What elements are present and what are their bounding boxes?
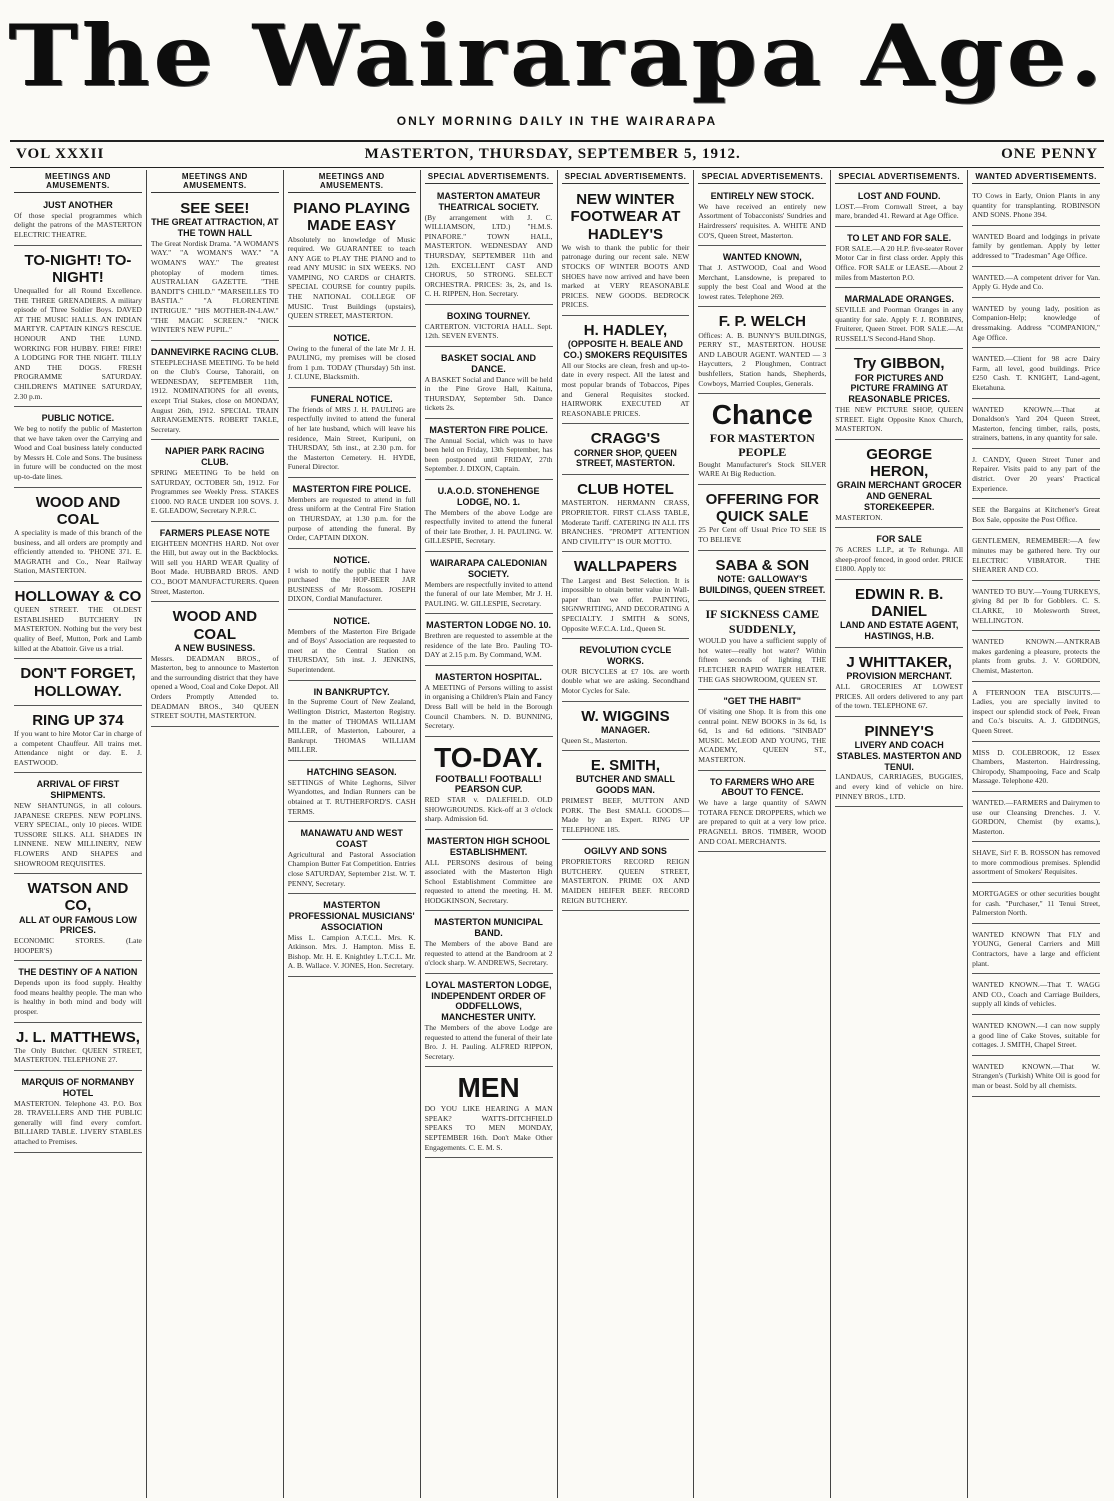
advertisement (288, 197, 416, 327)
ad-body-text: Depends upon its food supply. Healthy food means healthy people. The man who is healthy in both mind and body will prosper. (14, 978, 142, 1016)
ad-body-text: WOULD you have a sufficient supply of hot water—really hot water? Within fifteen seconds of lighting THE FLETCHER RAPID WATER HEATER. THE GAS SHOWROOM, QUEEN ST. (698, 636, 827, 684)
column-heading: SPECIAL ADVERTISEMENTS. (698, 170, 826, 184)
advertisement (972, 745, 1100, 792)
ad-body-text: If you want to hire Motor Car in charge of a competent Chauffeur. All trains met. Attendance night or day. E. J. EASTWOOD. (14, 729, 142, 767)
advertisement (425, 740, 553, 830)
tagline: ONLY MORNING DAILY IN THE WAIRARAPA (396, 114, 718, 128)
ad-subheading: MASTERTON MUNICIPAL BAND. (434, 917, 543, 939)
ad-body-text: A MEETING of Persons willing to assist in organising a Children's Plain and Fancy Dress Ball will be held in the Borough Council Chambers. N. D. BUNNING, Secretary. (424, 682, 553, 731)
ad-body-text: WANTED KNOWN.—That at Donaldson's Yard 204 Queen Street, Masterton, fencing timber, rails, posts, strainers, battens, in any quantity for sale. (972, 404, 1100, 443)
ad-body-text: We have a large quantity of SAWN TOTARA FENCE DROPPERS, which we are prepared to quit at a very low price. PRAGNELL BROS. TIMBER, WOOD AND COAL MERCHANTS. (698, 798, 827, 846)
column-6 (694, 170, 831, 1498)
advertisement (151, 443, 279, 522)
advertisement (425, 977, 553, 1068)
ad-body-text: Members are respectfully invited to attend the funeral of our late Member, Mr J. H. PAULING. W. GILLESPIE, Secretary. (424, 579, 553, 608)
ad-subheading: MANAWATU AND WEST COAST (300, 828, 403, 849)
ad-subheading: MARQUIS OF NORMANBY HOTEL (21, 1077, 135, 1098)
ad-body-text: Offices: A. B. BUNNY'S BUILDINGS, PERRY ST., MASTERTON. HOUSE AND LABOUR AGENT. WANTED — 3 Haycutters, 2 Ploughmen, Contract bushfellers, Station hands, Shepherds, Cowboys, Married Couples, Generals. (698, 330, 827, 388)
ad-body-text: Of visiting one Shop. It is from this one central point. NEW BOOKS in 3s 6d, 1s 6d, 1s and 6d editions. "SINBAD" MUSIC. McLEOD AND YOUNG, THE ACADEMY, QUEEN ST., MASTERTON. (698, 707, 827, 764)
advertisement (14, 877, 142, 961)
advertisement (972, 270, 1100, 298)
ad-headline: HOLLOWAY & CO (14, 588, 142, 606)
advertisement (698, 310, 826, 394)
ad-body-text: WANTED KNOWN.—That T. WAGG AND CO., Coach and Carriage Builders, supply all kinds of vehicles. (972, 980, 1100, 1009)
ad-body-text: The Largest and Best Selection. It is impossible to obtain better value in Wall-paper than we offer. PAINTING, SIGNWRITING, AND DECORATING A SPECIALTY. J SMITH & SONS, Opposite W.F.C.A. Ltd., Queen St. (561, 575, 690, 633)
ad-body-text: WANTED.—FARMERS and Dairymen to use our Cleansing Drenches. J. V. GORDON, Chemist (by exams.), Masterton. (972, 797, 1100, 836)
ad-subheading: OGILVY AND SONS (584, 846, 667, 857)
ad-body-text: WANTED KNOWN.—I can now supply a good line of Cake Stoves, suitable for cottages. J. SMITH, Chapel Street. (972, 1021, 1100, 1050)
ad-subheading: WAIRARAPA CALEDONIAN SOCIETY. (430, 558, 548, 579)
advertisement (972, 1059, 1100, 1097)
advertisement (972, 452, 1100, 499)
ad-body-text: SEE the Bargains at Kitchener's Great Box Sale, opposite the Post Office. (972, 505, 1100, 524)
ad-subheading: NAPIER PARK RACING CLUB. (165, 446, 265, 468)
ad-subheading: MASTERTON LODGE NO. 10. (426, 620, 551, 631)
ad-body-text: NEW SHANTUNGS, in all colours. JAPANESE CREPES. NEW POPLINS. VERY SPECIAL, only 10 pieces. WIDE TUSSORE SILKS. ALL SHADES IN LINNENE. NEW MILLINERY, NEW FLOWERS AND SHAPES and SHOWROOM REQUISITES. (14, 800, 142, 868)
advertisement (972, 927, 1100, 974)
advertisement (425, 555, 553, 614)
ad-body-text: We wish to thank the public for their patronage during our recent sale. NEW STOCKS OF WINTER BOOTS AND SHOES have now arrived and have been marked at VERY REASONABLE PRICES. NEW GOODS. BEDROCK PRICES. (561, 242, 690, 310)
column-5 (558, 170, 695, 1498)
ad-subheading: ALL AT OUR FAMOUS LOW PRICES. (19, 914, 137, 936)
ad-body-text: LOST.—From Cornwall Street, a bay mare, branded 41. Reward at Age Office. (835, 201, 964, 221)
ad-subheading: THE GREAT ATTRACTION, AT THE TOWN HALL (151, 217, 279, 239)
ad-body-text: We beg to notify the public of Masterton that we have taken over the Carrying and Wood and Coal business lately conducted by Messrs H. Cole and Sons. The business in future will be conducted on the most up-to-date lines. (14, 424, 142, 481)
ad-subheading: LIVERY AND COACH STABLES. MASTERTON AND TENUI. (836, 739, 962, 772)
ad-body-text: The Members of the above Lodge are requested to attend the funeral of their late Bro. J. H. Pauling. ALFRED RIPPON, Secretary. (424, 1023, 553, 1061)
advertisement (425, 188, 553, 305)
ad-subheading: FOOTBALL! FOOTBALL! PEARSON CUP. (435, 773, 542, 795)
ad-headline: J. L. MATTHEWS, (15, 1028, 140, 1046)
advertisement (288, 391, 416, 478)
ad-headline: Try GIBBON, (853, 355, 945, 373)
ad-body-text: Members are requested to attend in full dress uniform at the Central Fire Station on THURSDAY, at 1.30 p.m. for the purpose of attending the funeral. By Order, CAPTAIN DIXON. (287, 494, 416, 543)
advertisement (972, 502, 1100, 530)
ad-subheading: HATCHING SEASON. (306, 767, 397, 778)
advertisement (972, 685, 1100, 742)
ad-subheading: "GET THE HABIT" (723, 696, 802, 707)
advertisement (698, 488, 826, 551)
ad-subheading: NOTE: GALLOWAY'S BUILDINGS, QUEEN STREET. (699, 573, 826, 595)
ad-body-text: The Annual Social, which was to have been held on Friday, 13th September, has been postponed until FRIDAY, 27th September. J. DIXON, Captain. (424, 435, 553, 474)
ad-headline: WATSON AND CO, (27, 880, 129, 915)
ad-body-text: MASTERTON. Telephone 43. P.O. Box 28. TRAVELLERS AND THE PUBLIC generally will find every comfort. BILLIARD TABLE. LIVERY STABLES attached to Premises. (14, 1098, 142, 1146)
ad-body-text: The Great Nordisk Drama. "A WOMAN'S WAY." "A WOMAN'S WAY." "A WOMAN'S WAY." The greatest photoplay of modern times. AUSTRALIAN GAZETTE. "THE BANDIT'S CHILD." "MARSEILLES TO BASTIA." "A FLORENTINE INTRIGUE." "HIS MOTHER-IN-LAW." "THE MAGIC SCREEN." "NICK WINTER'S NEW PUPIL." (150, 238, 279, 335)
column-heading: MEETINGS AND AMUSEMENTS. (288, 170, 416, 193)
advertisement (425, 350, 553, 419)
ad-body-text: WANTED KNOWN.—That W. Strangen's (Turkish) White Oil is good for man or beast. Sold by all chemists. (972, 1061, 1100, 1090)
ad-body-text: Queen St., Masterton. (561, 735, 628, 745)
advertisement (288, 613, 416, 681)
advertisement (425, 308, 553, 347)
ad-body-text: WANTED KNOWN That FLY and YOUNG, General Carriers and Mill Contractors, have a large and efficient plant. (972, 929, 1100, 968)
advertisement (425, 617, 553, 666)
ad-body-text: THE NEW PICTURE SHOP, QUEEN STREET. Eight Opposite Knox Church, MASTERTON. (835, 404, 964, 434)
ad-subheading: BUTCHER AND SMALL GOODS MAN. (575, 774, 676, 796)
ad-body-text: RED STAR v. DALEFIELD. OLD SHOWGROUNDS. Kick-off at 3 o'clock sharp. Admission 6d. (424, 795, 553, 824)
ad-subheading: FUNERAL NOTICE. (310, 394, 393, 405)
ad-subheading: MARMALADE ORANGES. (844, 294, 954, 305)
advertisement (972, 533, 1100, 580)
ad-display-headline: MEN (457, 1072, 520, 1104)
advertisement (151, 525, 279, 602)
advertisement (972, 229, 1100, 267)
advertisement (698, 693, 826, 770)
advertisement (972, 351, 1100, 398)
advertisement (14, 491, 142, 582)
ad-headline: RING UP 374 (32, 711, 124, 729)
issue-date: MASTERTON, THURSDAY, SEPTEMBER 5, 1912. (364, 146, 741, 162)
ad-tagline: IF SICKNESS CAME SUDDENLY, (705, 607, 820, 636)
ad-body-text: WANTED by young lady, position as Companion-Help; knowledge of dressmaking. Address "COMPANION," Age Office. (972, 303, 1100, 342)
advertisement (972, 188, 1100, 226)
ad-headline: CRAGG'S (590, 430, 661, 448)
ad-body-text: PRIMEST BEEF, MUTTON AND PORK. The Best SMALL GOODS—Made by an Expert. RING UP TELEPHONE 185. (561, 796, 690, 834)
ad-subheading: PROVISION MERCHANT. (846, 671, 952, 682)
ad-headline: NEW WINTER FOOTWEAR AT HADLEY'S (570, 191, 681, 243)
advertisement (972, 1018, 1100, 1056)
advertisement (835, 230, 963, 288)
ad-body-text: A FTERNOON TEA BISCUITS.—Ladies, you are specially invited to inspect our splendid stock of Peek, Frean and Co.'s biscuits. A. J. GIDDINGS, Queen Street. (972, 687, 1100, 735)
ad-body-text: EIGHTEEN MONTHS HARD. Not over the Hill, but away out in the Backblocks. Will sell you HARD WEAR Quality of Boot Made. HUBBARD BROS. AND CO., BOOT MANUFACTURERS. Queen Street, Masterton. (150, 538, 279, 596)
advertisement (14, 585, 142, 659)
advertisement (972, 584, 1100, 631)
ad-display-headline: TO-DAY. (434, 741, 544, 773)
ad-body-text: ALL GROCERIES AT LOWEST PRICES. All orders delivered to any part of the town. TELEPHONE 67. (835, 681, 964, 711)
ad-subheading: LOST AND FOUND. (857, 191, 941, 201)
ad-subheading: GRAIN MERCHANT GROCER AND GENERAL STOREKEEPER. (836, 480, 962, 512)
ad-subheading: REVOLUTION CYCLE WORKS. (579, 645, 672, 666)
ad-body-text: A speciality is made of this branch of the business, and all orders are promptly and efficiently attended to. 'PHONE 371. E. MAGRATH and Co., Near Railway Station, MASTERTON. (14, 528, 142, 576)
advertisement (972, 301, 1100, 348)
ad-body-text: That J. ASTWOOD, Coal and Wood Merchant, Lansdowne, is prepared to supply the best Coal and Wood at the lowest rates. Telephone 269. (698, 262, 827, 301)
advertisement (151, 344, 279, 441)
ad-headline: DON'T FORGET, HOLLOWAY. (20, 665, 136, 700)
advertisement (562, 555, 690, 639)
advertisement (835, 188, 963, 227)
ad-subheading: A NEW BUSINESS. (174, 642, 256, 653)
ad-subheading: ARRIVAL OF FIRST SHIPMENTS. (36, 779, 120, 801)
advertisement (288, 897, 416, 977)
ad-body-text: MASTERTON. (835, 512, 883, 522)
column-3 (284, 170, 421, 1498)
advertisement (425, 422, 553, 480)
ad-headline: CLUB HOTEL (577, 481, 674, 499)
column-2 (147, 170, 284, 1498)
volume-number: VOL XXXII (16, 146, 105, 162)
ad-subheading: ENTIRELY NEW STOCK. (710, 191, 814, 201)
ad-headline: EDWIN R. B. DANIEL (855, 585, 944, 621)
ad-subheading: MASTERTON HIGH SCHOOL ESTABLISHMENT. (427, 835, 550, 857)
columns (10, 170, 1104, 1498)
ad-body-text: PROPRIETORS RECORD REIGN BUTCHERY. QUEEN STREET, MASTERTON. PRIME OX AND MAIDEN HEIFER BEEF. RECORD REIGN BUTCHERY. (561, 857, 690, 905)
advertisement (972, 795, 1100, 842)
ad-subheading: (OPPOSITE H. BEALE AND CO.) SMOKERS REQUISITES (563, 339, 688, 360)
advertisement (835, 651, 963, 717)
ad-subheading: NOTICE. (333, 554, 370, 565)
ad-body-text: The Only Butcher. QUEEN STREET, MASTERTON. TELEPHONE 27. (14, 1045, 142, 1065)
ad-subheading: PUBLIC NOTICE. (41, 413, 115, 424)
ad-headline: PINNEY'S (864, 722, 934, 740)
ad-subheading: FARMERS PLEASE NOTE (159, 527, 270, 538)
ad-subheading: WANTED KNOWN, (722, 252, 802, 263)
ad-body-text: SEVILLE and Poorman Oranges in any quantity for sale. Apply F. J. ROBBINS, Fruiterer, Queen Street. FOR SALE.—At RUSSELL'S Second-Hand Shop. (835, 304, 964, 343)
advertisement (835, 720, 963, 807)
ad-subheading: MASTERTON AMATEUR THEATRICAL SOCIETY. (436, 191, 541, 212)
advertisement (562, 754, 690, 840)
ad-body-text: Unequalled for all Round Excellence. THE THREE GRENADIERS. A military episode of Three Soldier Boys. DAVED AT THE MUSIC HALLS. AN INDIAN MARTYR. CAPTAIN KING'S RESCUE. HONOUR AND THE LUND. WORKING FOR HUBBY. FIRE! FIRE! A LODGING FOR THE NIGHT. TILLY AND THE DOGS. FRESH PROGRAMME SATURDAY. CHILDREN'S MATINEE SATURDAY, 2.30 p.m. (14, 286, 142, 401)
ad-body-text: Bought Manufacturer's Stock SILVER WARE At Big Reduction. (698, 459, 827, 479)
ad-headline: WOOD AND COAL (172, 608, 258, 643)
ad-body-text: FOR SALE.—A 20 H.P. five-seater Rover Motor Car in first class order. Apply this Office. FOR SALE or LEASE.—About 2 miles from Masterton P.O. (835, 243, 964, 282)
ad-headline: PIANO PLAYING MADE EASY (293, 200, 411, 235)
column-heading: WANTED ADVERTISEMENTS. (972, 170, 1100, 184)
dateline-bar (10, 140, 1104, 168)
advertisement (698, 397, 826, 485)
ad-body-text: The Members of the above Band are requested to attend at the Bandroom at 2 o'clock sharp. W. ANDREWS, Secretary. (424, 939, 553, 968)
column-heading: MEETINGS AND AMUSEMENTS. (151, 170, 279, 193)
ad-body-text: TO Cows in Early, Onion Plants in any quantity for transplanting. ROBINSON AND SONS. Phone 394. (972, 191, 1100, 220)
advertisement (972, 977, 1100, 1015)
advertisement (288, 481, 416, 549)
advertisement (151, 197, 279, 341)
ad-headline: H. HADLEY, (583, 321, 668, 339)
ad-subheading: IN BANKRUPTCY. (313, 686, 390, 697)
column-1 (10, 170, 147, 1498)
masthead (10, 6, 1104, 110)
advertisement (972, 886, 1100, 924)
ad-body-text: SHAVE, Sir! F. B. ROSSON has removed to more commodious premises. Splendid assortment of Smokers' Requisites. (972, 848, 1100, 877)
advertisement (14, 776, 142, 874)
ad-display-headline: Chance (711, 399, 813, 431)
advertisement (698, 774, 826, 853)
ad-body-text: Members of the Masterton Fire Brigade and of Boys' Association are requested to meet at the Central Station on THURSDAY, 5th inst. J. JENKINS, Superintendent. (287, 626, 416, 675)
price: ONE PENNY (1001, 146, 1098, 162)
advertisement (425, 914, 553, 973)
advertisement (562, 843, 690, 911)
advertisement (698, 188, 826, 246)
ad-subheading: MASTERTON PROFESSIONAL MUSICIANS' ASSOCIATION (288, 900, 415, 932)
ad-body-text: CARTERTON. VICTORIA HALL. Sept. 12th. SEVEN EVENTS. (424, 321, 553, 341)
advertisement (14, 197, 142, 246)
ad-body-text: OUR BICYCLES at £7 10s. are worth double what we are asking. Secondhand Motor Cycles for Sale. (561, 666, 690, 695)
ad-body-text: WANTED Board and lodgings in private family by gentleman. Apply by letter addressed to "Tradesman" Age Office. (972, 231, 1100, 260)
advertisement (425, 483, 553, 552)
ad-subheading: NOTICE. (333, 332, 370, 343)
advertisement (288, 684, 416, 761)
ad-body-text: WANTED TO BUY.—Young TURKEYS, giving 8d per lb for Gobblers. C. S. CLARKE, 10 Molesworth Street, WELLINGTON. (972, 586, 1100, 625)
ad-headline: W. WIGGINS (581, 707, 670, 725)
column-heading: MEETINGS AND AMUSEMENTS. (14, 170, 142, 193)
advertisement (288, 330, 416, 388)
ad-subheading: MANAGER. (600, 724, 650, 735)
ad-headline: SABA & SON (715, 556, 810, 574)
ad-headline: E. SMITH, (590, 757, 661, 775)
ad-subheading: MASTERTON FIRE POLICE. (292, 483, 411, 494)
advertisement (425, 1070, 553, 1158)
advertisement (972, 402, 1100, 449)
column-8 (968, 170, 1104, 1498)
ad-body-text: DO YOU LIKE HEARING A MAN SPEAK? WATTS-DITCHFIELD SPEAKS TO MEN MONDAY, SEPTEMBER 16th. Don't Make Other Engagements. C. E. M. S. (424, 1104, 553, 1152)
ad-subheading: BASKET SOCIAL AND DANCE. (441, 352, 537, 374)
advertisement (288, 825, 416, 894)
ad-body-text: QUEEN STREET. THE OLDEST ESTABLISHED BUTCHERY IN MASTERTON. Nothing but the very best quality of Beef, Mutton, Pork and Lamb killed at the Abattoir. Give us a trial. (14, 605, 142, 653)
ad-subheading: U.A.O.D. STONEHENGE LODGE, NO. 1. (437, 486, 540, 507)
ad-subheading: FOR SALE (876, 534, 922, 545)
advertisement (562, 705, 690, 752)
ad-body-text: MORTGAGES or other securities bought for cash. "Purchaser," 11 Tenui Street, Palmerston North. (972, 889, 1100, 918)
advertisement (972, 845, 1100, 883)
ad-body-text: Messrs. DEADMAN BROS., of Masterton, beg to announce to Masterton and the surrounding district that they have opened a Wood, Coal and Coke Depot. All Orders Promptly Attended to. DEADMAN BROS., 340 QUEEN STREET SOUTH, MASTERTON. (150, 653, 279, 721)
ad-body-text: I wish to notify the public that I have purchased the HOP-BEER JAR BUSINESS of Mr Rossom. JOSEPH DIXON, Cordial Manufacturer. (287, 565, 416, 604)
ad-subheading: LOYAL MASTERTON LODGE, INDEPENDENT ORDER OF ODDFELLOWS, MANCHESTER UNITY. (425, 979, 552, 1023)
ad-body-text: The Members of the above Lodge are respectfully invited to attend the funeral of their late Brother, J. H. PAULING. W. GILLESPIE, Secretary. (424, 507, 553, 546)
ad-body-text: A BASKET Social and Dance will be held in the Pine Grove Hall, Kaituna, THURSDAY, September 5th. Dance tickets 2s. (424, 374, 553, 413)
ad-body-text: WANTED.—Client for 98 acre Dairy Farm, all level, good buildings. Price £250 Cash. T. KNIGHT, Land-agent, Eketahuna. (972, 354, 1100, 392)
ad-subheading: JUST ANOTHER (43, 200, 113, 210)
ad-body-text: In the Supreme Court of New Zealand, Wellington District, Masterton Registry. In the matter of THOMAS WILLIAM MILLER, of Masterton, Labourer, a Bankrupt. THOMAS WILLIAM MILLER. (287, 697, 416, 755)
advertisement (698, 604, 826, 690)
ad-subheading: BOXING TOURNEY. (446, 310, 531, 321)
ad-subheading: FOR PICTURES AND PICTURE FRAMING AT REASONABLE PRICES. (848, 372, 950, 405)
advertisement (562, 642, 690, 701)
column-7 (831, 170, 968, 1498)
ad-headline: OFFERING FOR QUICK SALE (705, 490, 819, 526)
ad-headline: GEORGE HERON, (866, 445, 933, 480)
advertisement (562, 319, 690, 424)
ad-body-text: (By arrangement with J. C. WILLIAMSON, LTD.) "H.M.S. PINAFORE." TOWN HALL, MASTERTON. WEDNESDAY AND THURSDAY, SEPTEMBER 11th and 12th. EXCELLENT CAST AND CHORUS, 50 STRONG. SELECT ORCHESTRA. PRICES: 3s, 2s, and 1s. C. H. RIPPEN, Hon. Secretary. (424, 212, 553, 299)
advertisement (14, 709, 142, 774)
advertisement (288, 764, 416, 822)
advertisement (835, 583, 963, 648)
ad-body-text: WANTED KNOWN.—ANTKRAB makes gardening a pleasure, protects the plants from grubs. J. V. GORDON, Chemist, Masterton. (972, 637, 1100, 675)
ad-subheading: TO FARMERS WHO ARE ABOUT TO FENCE. (710, 776, 815, 798)
ad-headline: WALLPAPERS (573, 558, 677, 576)
column-4 (421, 170, 558, 1498)
advertisement (698, 554, 826, 602)
ad-body-text: MISS D. COLEBROOK, 12 Essex Chambers, Masterton. Hairdressing, Chiropody, Shampooing, Face and Scalp Massage. Telephone 420. (972, 747, 1100, 786)
advertisement (835, 443, 963, 528)
ad-body-text: We have received an entirely new Assortment of Tobacconists' Sundries and Hairdressers' requisites. A. WHITE AND CO'S, Queen Street, Masterton. (698, 201, 827, 240)
advertisement (562, 478, 690, 552)
ad-body-text: STEEPLECHASE MEETING. To be held on the Club's Course, Tahoraiti, on WEDNESDAY, SEPTEMBER 11th, 1912. NOMINATIONS for all events, except Trial Stakes, close on MONDAY, August 26th, 1912. SPECIAL TRAIN ARRANGEMENTS. ROBERT TAKLE, Secretary. (150, 357, 279, 434)
ad-subheading: LAND AND ESTATE AGENT, HASTINGS, H.B. (839, 620, 959, 642)
advertisement (562, 188, 690, 316)
ad-body-text: Owing to the funeral of the late Mr J. H. PAULING, my premises will be closed from 1 p.m. TODAY (Thursday) 5th inst. J. CLUNE, Blacksmith. (287, 343, 416, 382)
ad-body-text: The friends of MRS J. H. PAULING are respectfully invited to attend the funeral of her late husband, which will leave his residence, Main Street, Kuripuni, on THURSDAY, 5th inst., at 2.30 p.m. for the Masterton Cemetery. H. HYDE, Funeral Director. (287, 404, 416, 472)
advertisement (288, 552, 416, 610)
ad-body-text: ALL PERSONS desirous of being associated with the Masterton High School Establishment Committee are requested to attend the meeting. H. M. HODGKINSON, Secretary. (424, 857, 553, 905)
ad-body-text: Miss L. Campion A.T.C.L. Mrs. K. Atkinson. Mrs. J. Hampton. Miss E. Bishop. Mr. H. E. Knightley L.T.C.L. Mr. A. B. Wallace. V. JONES, Hon. Secretary. (287, 932, 416, 971)
ad-body-text: J. CANDY, Queen Street Tuner and Repairer. Visits paid to any part of the district. Over 20 years' Practical Experience. (972, 454, 1100, 493)
ad-subheading: NOTICE. (333, 615, 370, 626)
advertisement (14, 662, 142, 706)
ad-body-text: Agricultural and Pastoral Association Champion Butter Fat Competition. Entries close SATURDAY, September 21st. W. T. PENNY, Secretary. (287, 849, 416, 888)
ad-body-text: SPRING MEETING To be held on SATURDAY, OCTOBER 5th, 1912. For Programmes see Weekly Press. STAKES £1000. NO RACE UNDER 100 SOVS. J. E. GLEADOW, Secretary N.P.R.C. (150, 467, 279, 516)
advertisement (425, 669, 553, 737)
ad-subheading: TO LET AND FOR SALE. (847, 232, 952, 243)
advertisement (14, 1026, 142, 1071)
column-heading: SPECIAL ADVERTISEMENTS. (835, 170, 963, 184)
column-heading: SPECIAL ADVERTISEMENTS. (425, 170, 553, 184)
ad-body-text: All our Stocks are clean, fresh and up-to-date in every respect. All the latest and most popular brands of Tobaccos, Pipes and General Requisites stocked. HAIRWORK EXECUTED AT REASONABLE PRICES. (561, 360, 690, 418)
advertisement (425, 833, 553, 912)
ad-tagline: FOR MASTERTON PEOPLE (709, 430, 815, 460)
ad-body-text: ECONOMIC STORES. (Late HOOPER'S) (14, 936, 142, 955)
ad-subheading: MASTERTON HOSPITAL. (435, 671, 542, 682)
ad-subheading: MASTERTON FIRE POLICE. (429, 424, 548, 435)
ad-headline: TO-NIGHT! TO-NIGHT! (24, 251, 132, 286)
ad-headline: F. P. WELCH (718, 313, 806, 331)
ad-subheading: THE DESTINY OF A NATION (18, 967, 138, 978)
ad-headline: WOOD AND COAL (35, 493, 121, 528)
ad-body-text: MASTERTON. HERMANN CRASS, PROPRIETOR. FIRST CLASS TABLE, Moderate Tariff. CATERING IN ALL ITS BRANCHES. "PROMPT ATTENTION AND CIVILITY" IS OUR MOTTO. (561, 498, 690, 546)
advertisement (698, 249, 826, 307)
advertisement (972, 634, 1100, 681)
advertisement (14, 1074, 142, 1153)
advertisement (14, 410, 142, 487)
advertisement (14, 249, 142, 408)
advertisement (835, 291, 963, 349)
column-heading: SPECIAL ADVERTISEMENTS. (562, 170, 690, 184)
ad-body-text: LANDAUS, CARRIAGES, BUGGIES, and every kind of vehicle on hire. PINNEY BROS., LTD. (835, 772, 964, 801)
ad-body-text: Brethren are requested to assemble at the residence of the late Bro. Pauling TO-DAY at 2.15 p.m. By Command, W.M. (424, 631, 553, 660)
ad-body-text: WANTED.—A competent driver for Van. Apply G. Hyde and Co. (972, 272, 1100, 292)
advertisement (562, 427, 690, 475)
newspaper-title: The Wairarapa Age. (8, 6, 1106, 105)
ad-headline: J WHITTAKER, (846, 653, 952, 671)
ad-body-text: GENTLEMEN, REMEMBER:—A few minutes may be gathered here. Try our ELECTRIC VIBRATOR. THE SHEARER AND CO. (972, 536, 1100, 575)
ad-body-text: SETTINGS of White Leghorns, Silver Wyandottes, and Indian Runners can be obtained at T. RUTHERFORD'S. CASH TERMS. (287, 777, 416, 816)
ad-body-text: Of those special programmes which delight the patrons of the MASTERTON ELECTRIC THEATRE. (14, 210, 142, 239)
ad-body-text: Absolutely no knowledge of Music required. We GUARANTEE to teach ANY AGE to PLAY THE PIANO and to read ANY MUSIC in SIX WEEKS. NO VAMPING, NO CARDS or CHARTS. SPECIAL COURSE for country pupils. THE NATIONAL COLLEGE OF MUSIC. Trust Buildings (upstairs), QUEEN STREET, MASTERTON. (287, 234, 416, 321)
ad-subheading: DANNEVIRKE RACING CLUB. (151, 346, 279, 357)
ad-headline: SEE SEE! (180, 200, 250, 217)
advertisement (151, 605, 279, 726)
advertisement (14, 964, 142, 1022)
ad-subheading: CORNER SHOP, QUEEN STREET, MASTERTON. (574, 447, 677, 469)
ad-body-text: 76 ACRES L.I.P., at Te Rehunga. All sheep-proof fenced, in good order. PRICE £1800. Apply to: (835, 545, 964, 574)
advertisement (835, 531, 963, 580)
advertisement (835, 352, 963, 439)
ad-body-text: 25 Per Cent off Usual Price TO SEE IS TO BELIEVE (698, 525, 827, 545)
